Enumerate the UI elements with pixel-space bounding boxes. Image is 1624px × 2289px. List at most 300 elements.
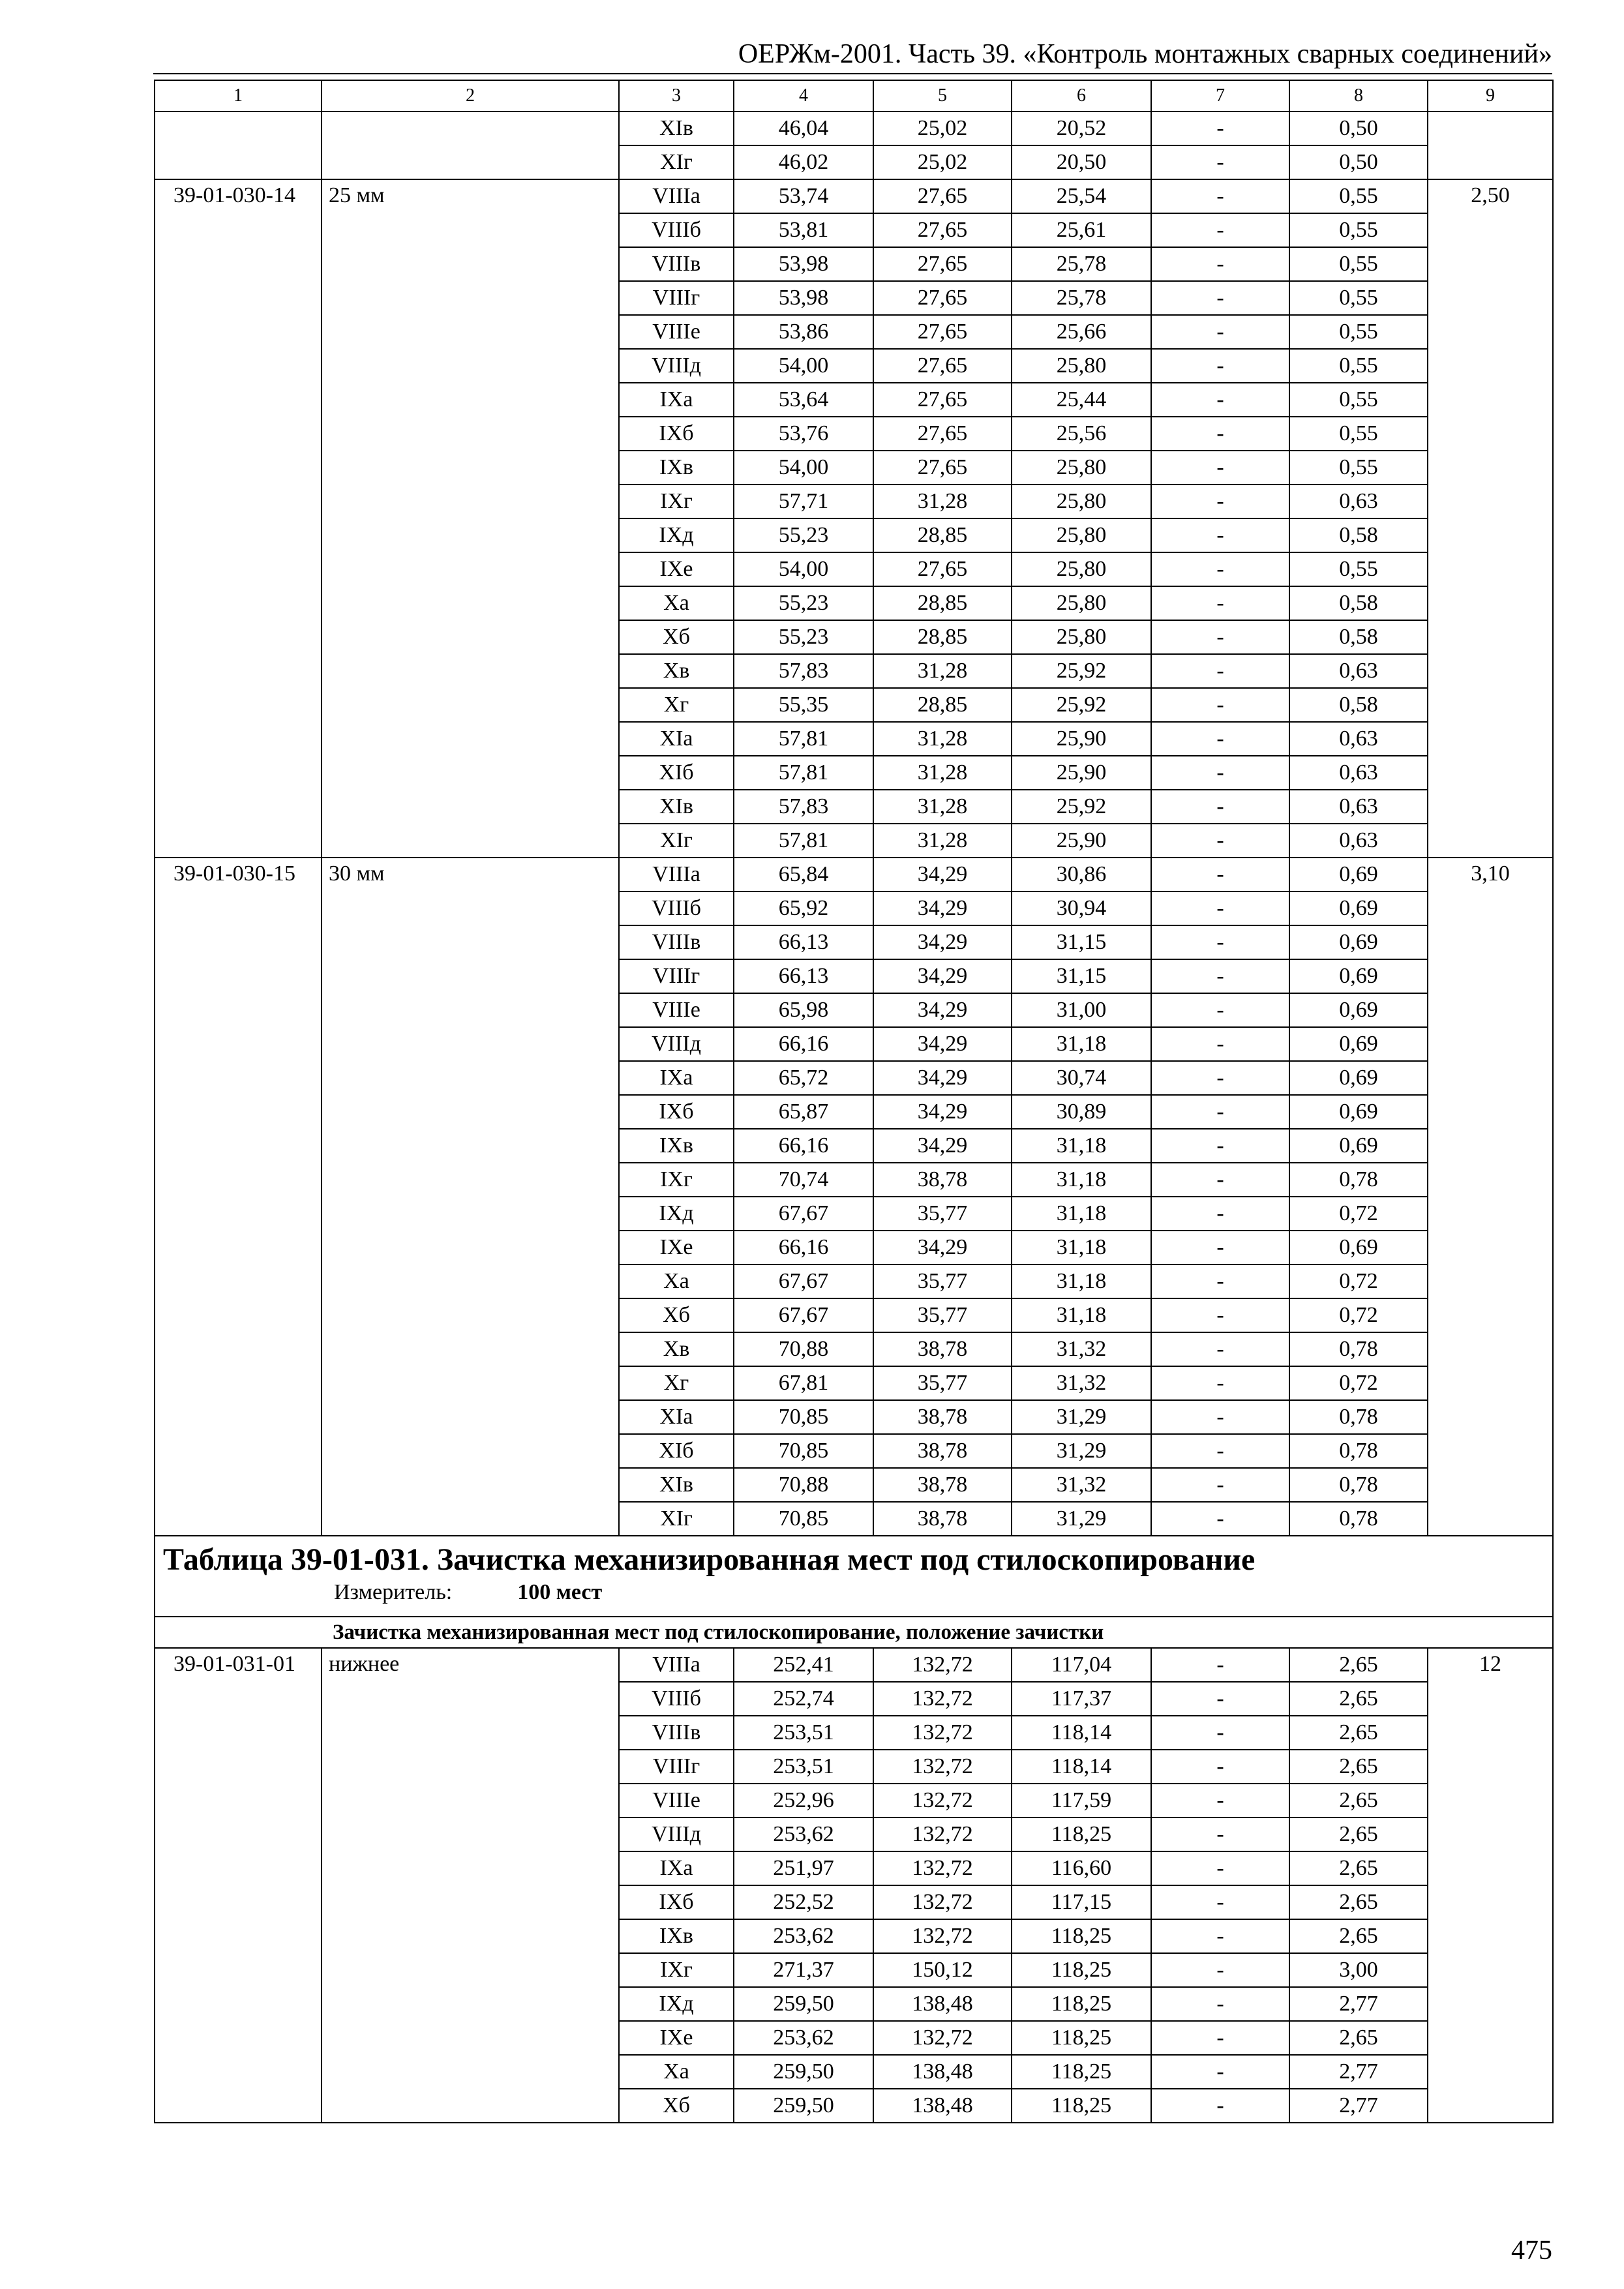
materials-cell: - xyxy=(1151,993,1289,1027)
labor-wage-cell: 34,29 xyxy=(873,1129,1012,1163)
category-cell: IXе xyxy=(619,1231,734,1264)
rate-name-cell: 30 мм xyxy=(322,858,619,1536)
machinist-wage-cell: 0,69 xyxy=(1289,993,1428,1027)
materials-cell: - xyxy=(1151,1231,1289,1264)
machinist-wage-cell: 2,65 xyxy=(1289,1885,1428,1919)
materials-cell: - xyxy=(1151,1919,1289,1953)
category-cell: IXа xyxy=(619,1061,734,1095)
machine-cost-cell: 31,18 xyxy=(1012,1129,1151,1163)
machinist-wage-cell: 0,72 xyxy=(1289,1264,1428,1298)
direct-cost-cell: 54,00 xyxy=(734,451,873,485)
direct-cost-cell: 53,81 xyxy=(734,213,873,247)
direct-cost-cell: 70,74 xyxy=(734,1163,873,1197)
machine-cost-cell: 117,04 xyxy=(1012,1648,1151,1682)
machine-cost-cell: 31,29 xyxy=(1012,1400,1151,1434)
category-cell: XIг xyxy=(619,1502,734,1536)
materials-cell: - xyxy=(1151,417,1289,451)
category-cell: VIIIд xyxy=(619,1818,734,1851)
materials-cell: - xyxy=(1151,1885,1289,1919)
table-heading-row xyxy=(155,1536,1553,1617)
table-title: Таблица 39-01-031. Зачистка механизированная мест под стилоскопирование xyxy=(163,1542,1256,1577)
machine-cost-cell: 25,80 xyxy=(1012,451,1151,485)
machine-cost-cell: 25,90 xyxy=(1012,824,1151,858)
machine-cost-cell: 31,32 xyxy=(1012,1468,1151,1502)
materials-cell: - xyxy=(1151,925,1289,959)
machinist-wage-cell: 0,55 xyxy=(1289,281,1428,315)
labor-norm-cell: 2,50 xyxy=(1428,179,1553,858)
machinist-wage-cell: 0,50 xyxy=(1289,112,1428,145)
machinist-wage-cell: 0,55 xyxy=(1289,417,1428,451)
category-cell: IXа xyxy=(619,1851,734,1885)
page-number: 475 xyxy=(1511,2236,1552,2266)
labor-wage-cell: 138,48 xyxy=(873,1987,1012,2021)
category-cell: VIIIв xyxy=(619,925,734,959)
materials-cell: - xyxy=(1151,179,1289,213)
labor-wage-cell: 34,29 xyxy=(873,1061,1012,1095)
labor-wage-cell: 35,77 xyxy=(873,1264,1012,1298)
machine-cost-cell: 31,18 xyxy=(1012,1264,1151,1298)
labor-wage-cell: 38,78 xyxy=(873,1502,1012,1536)
materials-cell: - xyxy=(1151,824,1289,858)
direct-cost-cell: 54,00 xyxy=(734,349,873,383)
direct-cost-cell: 271,37 xyxy=(734,1953,873,1987)
rates-table xyxy=(154,80,1554,2123)
category-cell: IXб xyxy=(619,1095,734,1129)
category-cell: Xа xyxy=(619,586,734,620)
machine-cost-cell: 25,92 xyxy=(1012,688,1151,722)
materials-cell: - xyxy=(1151,1298,1289,1332)
labor-wage-cell: 132,72 xyxy=(873,1851,1012,1885)
machine-cost-cell: 30,94 xyxy=(1012,891,1151,925)
machine-cost-cell: 117,37 xyxy=(1012,1682,1151,1716)
machinist-wage-cell: 0,55 xyxy=(1289,247,1428,281)
rate-name-cell: 25 мм xyxy=(322,179,619,858)
direct-cost-cell: 67,67 xyxy=(734,1197,873,1231)
direct-cost-cell: 252,96 xyxy=(734,1784,873,1818)
labor-wage-cell: 35,77 xyxy=(873,1298,1012,1332)
machine-cost-cell: 25,78 xyxy=(1012,247,1151,281)
direct-cost-cell: 55,35 xyxy=(734,688,873,722)
materials-cell: - xyxy=(1151,1784,1289,1818)
direct-cost-cell: 57,81 xyxy=(734,756,873,790)
category-cell: Xа xyxy=(619,2055,734,2089)
machine-cost-cell: 25,80 xyxy=(1012,552,1151,586)
column-number: 4 xyxy=(734,80,873,112)
direct-cost-cell: 70,85 xyxy=(734,1400,873,1434)
labor-wage-cell: 35,77 xyxy=(873,1197,1012,1231)
direct-cost-cell: 253,62 xyxy=(734,1919,873,1953)
machinist-wage-cell: 0,69 xyxy=(1289,1095,1428,1129)
machine-cost-cell: 25,80 xyxy=(1012,349,1151,383)
materials-cell: - xyxy=(1151,145,1289,179)
machinist-wage-cell: 0,69 xyxy=(1289,959,1428,993)
column-number: 3 xyxy=(619,80,734,112)
category-cell: VIIIв xyxy=(619,247,734,281)
machinist-wage-cell: 0,78 xyxy=(1289,1468,1428,1502)
meter-label: Измеритель: xyxy=(334,1580,453,1604)
category-cell: IXе xyxy=(619,552,734,586)
labor-wage-cell: 34,29 xyxy=(873,891,1012,925)
machine-cost-cell: 31,29 xyxy=(1012,1502,1151,1536)
labor-wage-cell: 132,72 xyxy=(873,1716,1012,1750)
machinist-wage-cell: 0,55 xyxy=(1289,179,1428,213)
machinist-wage-cell: 0,58 xyxy=(1289,518,1428,552)
direct-cost-cell: 66,16 xyxy=(734,1027,873,1061)
machinist-wage-cell: 2,65 xyxy=(1289,1716,1428,1750)
section-heading-row xyxy=(155,1617,1553,1648)
direct-cost-cell: 65,87 xyxy=(734,1095,873,1129)
machine-cost-cell: 118,25 xyxy=(1012,1987,1151,2021)
machinist-wage-cell: 2,65 xyxy=(1289,1682,1428,1716)
section-title: Зачистка механизированная мест под стилоскопирование, положение зачистки xyxy=(155,1617,1553,1648)
machinist-wage-cell: 0,72 xyxy=(1289,1366,1428,1400)
category-cell: IXа xyxy=(619,383,734,417)
machine-cost-cell: 118,14 xyxy=(1012,1750,1151,1784)
materials-cell: - xyxy=(1151,1400,1289,1434)
machine-cost-cell: 31,18 xyxy=(1012,1197,1151,1231)
direct-cost-cell: 70,88 xyxy=(734,1332,873,1366)
labor-norm-cell xyxy=(1428,112,1553,179)
materials-cell: - xyxy=(1151,2089,1289,2123)
category-cell: VIIIд xyxy=(619,1027,734,1061)
direct-cost-cell: 57,83 xyxy=(734,654,873,688)
machine-cost-cell: 117,15 xyxy=(1012,1885,1151,1919)
rate-code-cell: 39-01-031-01 xyxy=(155,1648,322,2123)
labor-norm-cell: 3,10 xyxy=(1428,858,1553,1536)
machine-cost-cell: 25,90 xyxy=(1012,756,1151,790)
machine-cost-cell: 31,18 xyxy=(1012,1163,1151,1197)
direct-cost-cell: 53,64 xyxy=(734,383,873,417)
machine-cost-cell: 118,25 xyxy=(1012,2021,1151,2055)
labor-wage-cell: 31,28 xyxy=(873,824,1012,858)
direct-cost-cell: 65,98 xyxy=(734,993,873,1027)
labor-wage-cell: 132,72 xyxy=(873,1919,1012,1953)
direct-cost-cell: 54,00 xyxy=(734,552,873,586)
labor-wage-cell: 31,28 xyxy=(873,485,1012,518)
table-row xyxy=(155,112,1553,145)
machinist-wage-cell: 0,55 xyxy=(1289,315,1428,349)
category-cell: XIа xyxy=(619,1400,734,1434)
direct-cost-cell: 259,50 xyxy=(734,2055,873,2089)
machinist-wage-cell: 0,58 xyxy=(1289,688,1428,722)
machine-cost-cell: 20,52 xyxy=(1012,112,1151,145)
column-number: 2 xyxy=(322,80,619,112)
labor-wage-cell: 132,72 xyxy=(873,2021,1012,2055)
machine-cost-cell: 25,78 xyxy=(1012,281,1151,315)
category-cell: IXд xyxy=(619,518,734,552)
labor-wage-cell: 28,85 xyxy=(873,688,1012,722)
category-cell: VIIIа xyxy=(619,179,734,213)
materials-cell: - xyxy=(1151,518,1289,552)
machinist-wage-cell: 0,78 xyxy=(1289,1332,1428,1366)
labor-wage-cell: 28,85 xyxy=(873,518,1012,552)
category-cell: VIIIд xyxy=(619,349,734,383)
materials-cell: - xyxy=(1151,552,1289,586)
category-cell: VIIIг xyxy=(619,281,734,315)
category-cell: VIIIг xyxy=(619,959,734,993)
direct-cost-cell: 65,92 xyxy=(734,891,873,925)
machine-cost-cell: 20,50 xyxy=(1012,145,1151,179)
labor-wage-cell: 27,65 xyxy=(873,349,1012,383)
category-cell: XIг xyxy=(619,145,734,179)
labor-wage-cell: 38,78 xyxy=(873,1163,1012,1197)
labor-wage-cell: 31,28 xyxy=(873,654,1012,688)
machine-cost-cell: 25,44 xyxy=(1012,383,1151,417)
header-rule xyxy=(153,73,1552,74)
labor-wage-cell: 138,48 xyxy=(873,2055,1012,2089)
category-cell: VIIIв xyxy=(619,1716,734,1750)
machinist-wage-cell: 0,63 xyxy=(1289,790,1428,824)
direct-cost-cell: 67,67 xyxy=(734,1264,873,1298)
labor-wage-cell: 27,65 xyxy=(873,213,1012,247)
machinist-wage-cell: 2,65 xyxy=(1289,1919,1428,1953)
machinist-wage-cell: 0,72 xyxy=(1289,1197,1428,1231)
category-cell: Xв xyxy=(619,654,734,688)
labor-wage-cell: 132,72 xyxy=(873,1818,1012,1851)
machinist-wage-cell: 2,65 xyxy=(1289,1648,1428,1682)
machine-cost-cell: 31,18 xyxy=(1012,1231,1151,1264)
direct-cost-cell: 67,81 xyxy=(734,1366,873,1400)
labor-wage-cell: 132,72 xyxy=(873,1784,1012,1818)
direct-cost-cell: 67,67 xyxy=(734,1298,873,1332)
direct-cost-cell: 53,86 xyxy=(734,315,873,349)
direct-cost-cell: 65,84 xyxy=(734,858,873,891)
labor-wage-cell: 132,72 xyxy=(873,1885,1012,1919)
direct-cost-cell: 57,71 xyxy=(734,485,873,518)
machine-cost-cell: 30,74 xyxy=(1012,1061,1151,1095)
machinist-wage-cell: 3,00 xyxy=(1289,1953,1428,1987)
machine-cost-cell: 118,25 xyxy=(1012,2089,1151,2123)
machinist-wage-cell: 0,55 xyxy=(1289,349,1428,383)
category-cell: IXг xyxy=(619,485,734,518)
category-cell: VIIIе xyxy=(619,1784,734,1818)
machine-cost-cell: 31,00 xyxy=(1012,993,1151,1027)
materials-cell: - xyxy=(1151,1095,1289,1129)
direct-cost-cell: 46,04 xyxy=(734,112,873,145)
column-number: 1 xyxy=(155,80,322,112)
category-cell: IXд xyxy=(619,1987,734,2021)
machine-cost-cell: 31,15 xyxy=(1012,925,1151,959)
materials-cell: - xyxy=(1151,112,1289,145)
materials-cell: - xyxy=(1151,1468,1289,1502)
machine-cost-cell: 118,25 xyxy=(1012,1818,1151,1851)
machine-cost-cell: 118,25 xyxy=(1012,1953,1151,1987)
machinist-wage-cell: 2,77 xyxy=(1289,1987,1428,2021)
direct-cost-cell: 253,62 xyxy=(734,2021,873,2055)
category-cell: Xг xyxy=(619,1366,734,1400)
direct-cost-cell: 70,85 xyxy=(734,1502,873,1536)
category-cell: VIIIа xyxy=(619,858,734,891)
labor-wage-cell: 138,48 xyxy=(873,2089,1012,2123)
direct-cost-cell: 259,50 xyxy=(734,2089,873,2123)
machine-cost-cell: 25,56 xyxy=(1012,417,1151,451)
materials-cell: - xyxy=(1151,1129,1289,1163)
table-heading xyxy=(155,1536,1553,1617)
machine-cost-cell: 25,66 xyxy=(1012,315,1151,349)
category-cell: IXг xyxy=(619,1163,734,1197)
category-cell: Xб xyxy=(619,620,734,654)
materials-cell: - xyxy=(1151,213,1289,247)
machinist-wage-cell: 0,63 xyxy=(1289,824,1428,858)
materials-cell: - xyxy=(1151,959,1289,993)
labor-wage-cell: 132,72 xyxy=(873,1682,1012,1716)
machine-cost-cell: 117,59 xyxy=(1012,1784,1151,1818)
rate-name-cell xyxy=(322,112,619,179)
materials-cell: - xyxy=(1151,1264,1289,1298)
machinist-wage-cell: 0,55 xyxy=(1289,451,1428,485)
labor-wage-cell: 27,65 xyxy=(873,315,1012,349)
materials-cell: - xyxy=(1151,2021,1289,2055)
machinist-wage-cell: 2,77 xyxy=(1289,2055,1428,2089)
machinist-wage-cell: 0,55 xyxy=(1289,213,1428,247)
labor-wage-cell: 27,65 xyxy=(873,281,1012,315)
labor-wage-cell: 27,65 xyxy=(873,383,1012,417)
table-row xyxy=(155,179,1553,213)
category-cell: XIг xyxy=(619,824,734,858)
labor-wage-cell: 31,28 xyxy=(873,790,1012,824)
table-row xyxy=(155,858,1553,891)
machinist-wage-cell: 0,63 xyxy=(1289,756,1428,790)
direct-cost-cell: 55,23 xyxy=(734,518,873,552)
materials-cell: - xyxy=(1151,485,1289,518)
labor-wage-cell: 34,29 xyxy=(873,858,1012,891)
direct-cost-cell: 251,97 xyxy=(734,1851,873,1885)
materials-cell: - xyxy=(1151,654,1289,688)
machine-cost-cell: 25,80 xyxy=(1012,586,1151,620)
materials-cell: - xyxy=(1151,891,1289,925)
machine-cost-cell: 25,80 xyxy=(1012,620,1151,654)
direct-cost-cell: 57,81 xyxy=(734,824,873,858)
materials-cell: - xyxy=(1151,620,1289,654)
labor-wage-cell: 34,29 xyxy=(873,925,1012,959)
direct-cost-cell: 253,51 xyxy=(734,1716,873,1750)
direct-cost-cell: 259,50 xyxy=(734,1987,873,2021)
materials-cell: - xyxy=(1151,1366,1289,1400)
materials-cell: - xyxy=(1151,790,1289,824)
direct-cost-cell: 53,98 xyxy=(734,281,873,315)
category-cell: VIIIб xyxy=(619,1682,734,1716)
machinist-wage-cell: 2,65 xyxy=(1289,1750,1428,1784)
machinist-wage-cell: 0,78 xyxy=(1289,1163,1428,1197)
machinist-wage-cell: 0,69 xyxy=(1289,858,1428,891)
direct-cost-cell: 57,83 xyxy=(734,790,873,824)
labor-wage-cell: 31,28 xyxy=(873,722,1012,756)
category-cell: IXв xyxy=(619,1129,734,1163)
direct-cost-cell: 252,74 xyxy=(734,1682,873,1716)
machine-cost-cell: 25,90 xyxy=(1012,722,1151,756)
labor-wage-cell: 34,29 xyxy=(873,1027,1012,1061)
materials-cell: - xyxy=(1151,586,1289,620)
machinist-wage-cell: 0,63 xyxy=(1289,485,1428,518)
category-cell: IXв xyxy=(619,451,734,485)
machinist-wage-cell: 0,63 xyxy=(1289,654,1428,688)
direct-cost-cell: 70,88 xyxy=(734,1468,873,1502)
rates-table-body xyxy=(155,80,1553,2123)
materials-cell: - xyxy=(1151,756,1289,790)
machine-cost-cell: 30,89 xyxy=(1012,1095,1151,1129)
labor-wage-cell: 38,78 xyxy=(873,1400,1012,1434)
category-cell: VIIIб xyxy=(619,213,734,247)
category-cell: XIа xyxy=(619,722,734,756)
direct-cost-cell: 55,23 xyxy=(734,586,873,620)
direct-cost-cell: 53,74 xyxy=(734,179,873,213)
rate-name-cell: нижнее xyxy=(322,1648,619,2123)
materials-cell: - xyxy=(1151,722,1289,756)
materials-cell: - xyxy=(1151,1750,1289,1784)
materials-cell: - xyxy=(1151,1648,1289,1682)
machine-cost-cell: 25,80 xyxy=(1012,518,1151,552)
machinist-wage-cell: 0,69 xyxy=(1289,1129,1428,1163)
machinist-wage-cell: 0,72 xyxy=(1289,1298,1428,1332)
labor-wage-cell: 34,29 xyxy=(873,1095,1012,1129)
materials-cell: - xyxy=(1151,451,1289,485)
category-cell: XIв xyxy=(619,1468,734,1502)
column-number: 9 xyxy=(1428,80,1553,112)
labor-wage-cell: 25,02 xyxy=(873,145,1012,179)
labor-wage-cell: 34,29 xyxy=(873,1231,1012,1264)
machinist-wage-cell: 2,65 xyxy=(1289,1784,1428,1818)
direct-cost-cell: 55,23 xyxy=(734,620,873,654)
running-header: ОЕРЖм-2001. Часть 39. «Контроль монтажных сварных соединений» xyxy=(738,39,1552,69)
direct-cost-cell: 70,85 xyxy=(734,1434,873,1468)
materials-cell: - xyxy=(1151,1953,1289,1987)
category-cell: VIIIг xyxy=(619,1750,734,1784)
labor-wage-cell: 38,78 xyxy=(873,1434,1012,1468)
machinist-wage-cell: 0,58 xyxy=(1289,620,1428,654)
materials-cell: - xyxy=(1151,1197,1289,1231)
machine-cost-cell: 25,61 xyxy=(1012,213,1151,247)
category-cell: VIIIе xyxy=(619,993,734,1027)
materials-cell: - xyxy=(1151,1027,1289,1061)
category-cell: VIIIа xyxy=(619,1648,734,1682)
category-cell: Xб xyxy=(619,2089,734,2123)
direct-cost-cell: 66,13 xyxy=(734,959,873,993)
machinist-wage-cell: 0,78 xyxy=(1289,1502,1428,1536)
materials-cell: - xyxy=(1151,383,1289,417)
category-cell: IXе xyxy=(619,2021,734,2055)
direct-cost-cell: 253,51 xyxy=(734,1750,873,1784)
rate-code-cell: 39-01-030-15 xyxy=(155,858,322,1536)
machinist-wage-cell: 0,63 xyxy=(1289,722,1428,756)
machine-cost-cell: 25,80 xyxy=(1012,485,1151,518)
direct-cost-cell: 66,16 xyxy=(734,1231,873,1264)
meter-value: 100 мест xyxy=(517,1580,603,1604)
table-row xyxy=(155,1648,1553,1682)
machine-cost-cell: 31,18 xyxy=(1012,1027,1151,1061)
labor-wage-cell: 34,29 xyxy=(873,993,1012,1027)
direct-cost-cell: 252,52 xyxy=(734,1885,873,1919)
machinist-wage-cell: 0,55 xyxy=(1289,552,1428,586)
category-cell: IXг xyxy=(619,1953,734,1987)
labor-wage-cell: 25,02 xyxy=(873,112,1012,145)
category-cell: Xа xyxy=(619,1264,734,1298)
machine-cost-cell: 30,86 xyxy=(1012,858,1151,891)
machine-cost-cell: 31,32 xyxy=(1012,1332,1151,1366)
direct-cost-cell: 57,81 xyxy=(734,722,873,756)
materials-cell: - xyxy=(1151,315,1289,349)
direct-cost-cell: 66,13 xyxy=(734,925,873,959)
labor-wage-cell: 132,72 xyxy=(873,1750,1012,1784)
machine-cost-cell: 118,25 xyxy=(1012,2055,1151,2089)
category-cell: IXб xyxy=(619,417,734,451)
direct-cost-cell: 53,98 xyxy=(734,247,873,281)
machine-cost-cell: 31,15 xyxy=(1012,959,1151,993)
machinist-wage-cell: 0,69 xyxy=(1289,1027,1428,1061)
labor-wage-cell: 27,65 xyxy=(873,417,1012,451)
labor-wage-cell: 28,85 xyxy=(873,620,1012,654)
materials-cell: - xyxy=(1151,1061,1289,1095)
column-number: 8 xyxy=(1289,80,1428,112)
